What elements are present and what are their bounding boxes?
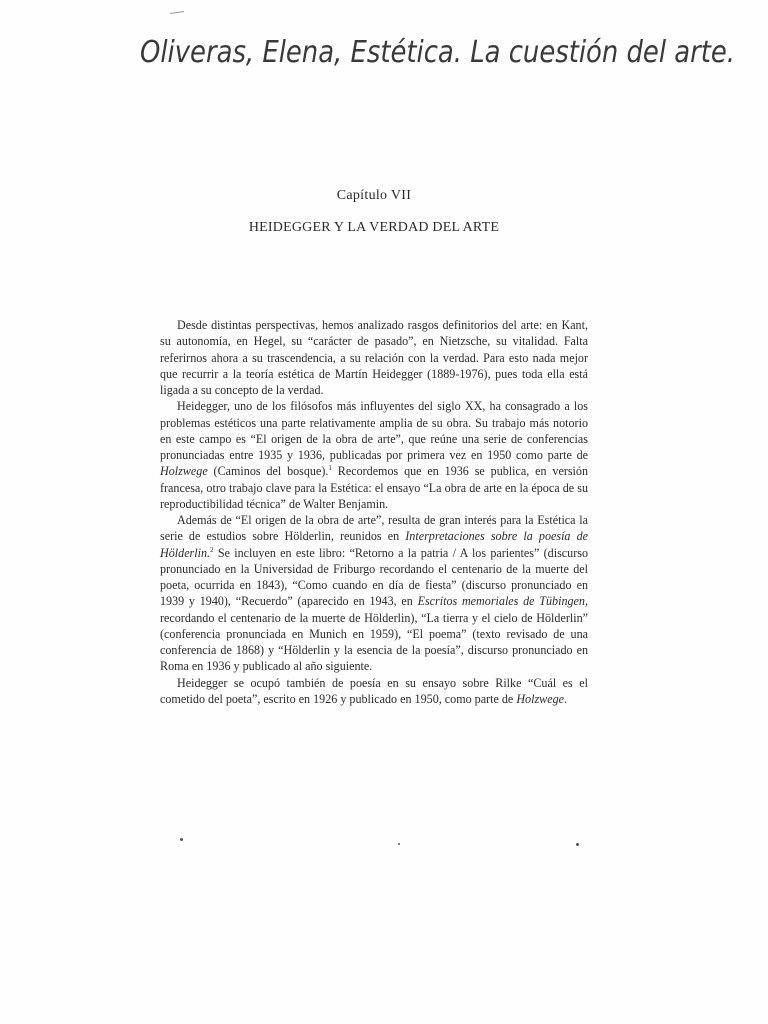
scan-speck: [576, 843, 579, 846]
paragraph-1-text: Desde distintas perspectivas, hemos analizado rasgos definitorios del arte: en Kant, su autonomía, en Hegel, su “carácter de pasado”, en Nietzsche, su vitalidad. Falta referirnos ahora a su trascendencia, a su relación con la verdad. Para esto nada mejor que recurrir a la teoría estética de Martín Heidegger (1889-1976), pues toda ella está ligada a su concepto de la verdad.: [160, 318, 588, 397]
paragraph-3: [160, 512, 588, 675]
paragraph-4-italic: Holzwege: [516, 691, 565, 706]
paragraph-2-text-a: Heidegger, uno de los filósofos más influyentes del siglo XX, ha consagrado a los problemas estéticos una parte relativamente amplia de su obra. Su trabajo más notorio en este campo es “El origen de la obra de arte”, que reúne una serie de conferencias pronunciadas entre 1935 y 1936, publicadas por primera vez en 1950 como parte de: [160, 399, 588, 462]
footnote-marker-2: 2: [210, 545, 214, 554]
chapter-title: HEIDEGGER Y LA VERDAD DEL ARTE: [248, 220, 500, 235]
paragraph-4-text-a: Heidegger se ocupó también de poesía en su ensayo sobre Rilke “Cuál es el cometido del poeta”, escrito en 1926 y publicado en 1950, como parte de: [160, 675, 588, 706]
paragraph-2-text-c: Recordemos que en 1936 se publica, en versión francesa, otro trabajo clave para la Estética: el ensayo “La obra de arte en la época de su reproductibilidad técnica” de Walter Benjamin.: [160, 464, 589, 511]
handwritten-note: [140, 30, 740, 80]
paragraph-4-text-b: .: [564, 691, 568, 706]
paragraph-1: [160, 317, 588, 398]
scan-speck: [180, 838, 183, 841]
paragraph-3-italic-2: Escritos memoriales de Tübingen,: [417, 594, 588, 609]
paragraph-3-italic-1: Interpretaciones sobre la poesía de Hölderlin.: [160, 529, 588, 560]
scan-speck: [398, 843, 400, 845]
paragraph-3-text-b: Se incluyen en este libro: “Retorno a la patria / A los parientes” (discurso pronunciado en la Universidad de Friburgo recordando el centenario de la muerte del poeta, ocurrida en 1843), “Como cuando en día de fiesta” (discurso pronunciado en 1939 y 1940), “Recuerdo” (aparecido en 1943, en: [160, 545, 588, 609]
chapter-label: Capítulo VII: [336, 188, 412, 203]
scan-mark: [170, 11, 184, 14]
paragraph-2-text-b: (Caminos del bosque).: [207, 464, 329, 479]
paragraph-4: [160, 675, 588, 708]
paragraph-3-text-a: Además de “El origen de la obra de arte”, resulta de gran interés para la Estética la serie de estudios sobre Hölderlin, reunidos en: [160, 513, 588, 544]
body-text: [160, 317, 588, 707]
paragraph-3-text-c: recordando el centenario de la muerte de Hölderlin), “La tierra y el cielo de Hölderlin” (conferencia pronunciada en Munich en 1959), “El poema” (texto revisado de una conferencia de 1868) y “Hölderlin y la esencia de la poesía”, discurso pronunciado en Roma en 1936 y publicado al año siguiente.: [160, 610, 588, 674]
footnote-marker-1: 1: [328, 464, 332, 473]
paragraph-2: [160, 398, 588, 512]
paragraph-2-italic: Holzwege: [160, 464, 208, 479]
handwritten-note-text: Oliveras, Elena, Estética. La cuestión del arte.: [140, 35, 735, 70]
